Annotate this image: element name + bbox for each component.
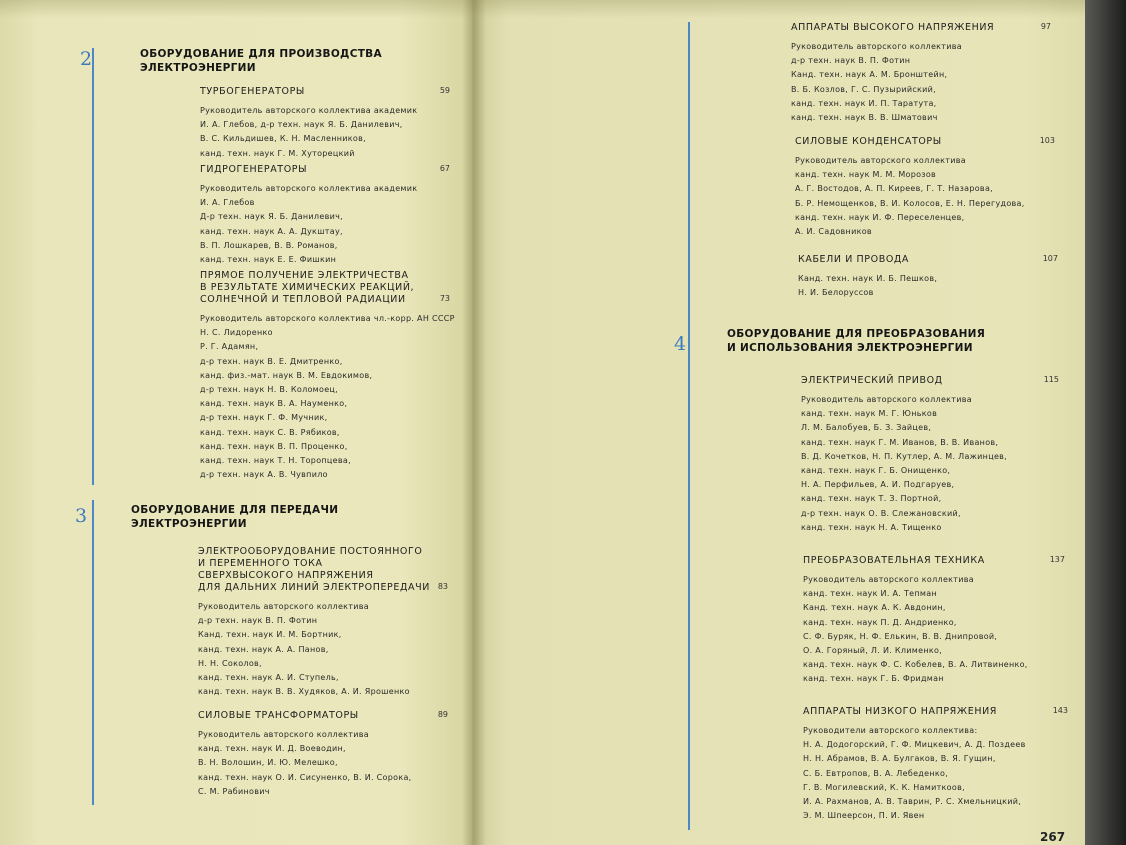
- author-line: канд. техн. наук А. И. Ступель,: [198, 673, 339, 683]
- entry-lv-apparatus: [803, 706, 1068, 823]
- author-line: В. П. Лошкарев, В. В. Романов,: [200, 240, 338, 250]
- author-line: Н. Н. Абрамов, В. А. Булгаков, В. Я. Гущин,: [803, 754, 996, 764]
- entry-page-ref: 59: [439, 86, 450, 95]
- section-2-title: [140, 47, 382, 75]
- author-line: канд. техн. наук Н. А. Тищенко: [801, 522, 942, 532]
- entry-title-line: ЭЛЕКТРИЧЕСКИЙ ПРИВОД: [801, 375, 943, 386]
- author-line: канд. техн. наук И. Ф. Переселенцев,: [795, 212, 965, 222]
- author-line: канд. техн. наук Ф. С. Кобелев, В. А. Литвиненко,: [803, 660, 1028, 670]
- author-line: С. Б. Евтропов, В. А. Лебеденко,: [803, 768, 949, 778]
- right-section-rule: [688, 22, 690, 830]
- entry-title-line: ДЛЯ ДАЛЬНИХ ЛИНИЙ ЭЛЕКТРОПЕРЕДАЧИ: [198, 582, 430, 593]
- author-line: Э. М. Шпеерсон, П. И. Явен: [803, 811, 925, 821]
- entry-cables-wires: [798, 254, 1058, 300]
- entry-title-line: АППАРАТЫ ВЫСОКОГО НАПРЯЖЕНИЯ: [791, 22, 995, 33]
- author-line: Руководитель авторского коллектива чл.-корр. АН СССР: [200, 314, 455, 323]
- entry-page-ref: 143: [1052, 706, 1068, 715]
- author-line: канд. техн. наук В. В. Худяков, А. И. Ярошенко: [198, 687, 410, 697]
- author-line: И. А. Глебов: [200, 198, 255, 208]
- author-line: канд. техн. наук С. В. Рябиков,: [200, 427, 340, 437]
- entry-page-ref: 73: [439, 294, 450, 303]
- author-line: В. Н. Волошин, И. Ю. Мелешко,: [198, 758, 338, 768]
- author-line: Руководитель авторского коллектива академик: [200, 184, 418, 193]
- section-2-number: 2: [80, 48, 93, 70]
- author-line: канд. техн. наук Г. Б. Фридман: [803, 674, 944, 684]
- author-line: канд. техн. наук А. А. Панов,: [198, 644, 329, 654]
- entry-title-line: АППАРАТЫ НИЗКОГО НАПРЯЖЕНИЯ: [803, 706, 997, 717]
- author-line: Руководитель авторского коллектива: [791, 42, 962, 51]
- author-line: канд. техн. наук В. П. Проценко,: [200, 441, 348, 451]
- entry-title-line: СИЛОВЫЕ КОНДЕНСАТОРЫ: [795, 136, 942, 147]
- entry-page-ref: 67: [439, 164, 450, 173]
- entry-title-line: ТУРБОГЕНЕРАТОРЫ: [200, 86, 305, 97]
- entry-title: [803, 555, 1065, 567]
- author-line: канд. техн. наук Г. М. Иванов, В. В. Иванов,: [801, 437, 999, 447]
- author-line: канд. техн. наук Г. Б. Онищенко,: [801, 466, 951, 476]
- section-2-title-line1: ОБОРУДОВАНИЕ ДЛЯ ПРОИЗВОДСТВА: [140, 48, 382, 60]
- page-number: 267: [1040, 830, 1066, 844]
- entry-title-line: СВЕРХВЫСОКОГО НАПРЯЖЕНИЯ: [198, 570, 374, 581]
- author-line: Руководитель авторского коллектива академик: [200, 106, 418, 115]
- author-line: канд. техн. наук И. А. Тепман: [803, 589, 937, 599]
- entry-page-ref: 107: [1042, 254, 1058, 263]
- author-line: А. И. Садовников: [795, 227, 872, 237]
- author-line: Руководители авторского коллектива:: [803, 726, 978, 735]
- author-line: В. Д. Кочетков, Н. П. Кутлер, А. М. Лажинцев,: [801, 451, 1008, 461]
- entry-converter-tech: [803, 555, 1065, 687]
- entry-title: [198, 546, 448, 594]
- entry-title: [795, 136, 1055, 148]
- entry-power-capacitors: [795, 136, 1055, 239]
- author-line: Н. И. Белоруссов: [798, 288, 874, 298]
- page-top-shadow: [0, 0, 1085, 18]
- author-line: В. Б. Козлов, Г. С. Пузырийский,: [791, 84, 936, 94]
- author-line: д-р техн. наук А. В. Чувпило: [200, 470, 328, 480]
- entry-title-line: СОЛНЕЧНОЙ И ТЕПЛОВОЙ РАДИАЦИИ: [200, 294, 406, 305]
- entry-page-ref: 137: [1049, 555, 1065, 564]
- entry-title: [200, 270, 450, 306]
- author-line: Н. Н. Соколов,: [198, 658, 262, 668]
- entry-title-line: ПРЯМОЕ ПОЛУЧЕНИЕ ЭЛЕКТРИЧЕСТВА: [200, 270, 409, 281]
- entry-page-ref: 103: [1039, 136, 1055, 145]
- author-line: д-р техн. наук О. В. Слежановский,: [801, 508, 961, 518]
- entry-title: [200, 164, 450, 176]
- section-3-title-line2: ЭЛЕКТРОЭНЕРГИИ: [131, 518, 247, 530]
- entry-title: [801, 375, 1059, 387]
- author-line: канд. техн. наук Т. Н. Торопцева,: [200, 456, 351, 466]
- entry-title-line: И ПЕРЕМЕННОГО ТОКА: [198, 558, 323, 569]
- background-edge: [1085, 0, 1126, 845]
- section-2-title-line2: ЭЛЕКТРОЭНЕРГИИ: [140, 62, 256, 74]
- author-line: д-р техн. наук В. П. Фотин: [791, 56, 911, 66]
- section-2-rule: [92, 48, 94, 485]
- entry-page-ref: 115: [1043, 375, 1059, 384]
- author-line: И. А. Глебов, д-р техн. наук Я. Б. Данилевич,: [200, 120, 403, 130]
- author-line: Л. М. Балобуев, Б. З. Зайцев,: [801, 423, 932, 433]
- author-line: д-р техн. наук В. Е. Дмитренко,: [200, 356, 343, 366]
- author-line: Руководитель авторского коллектива: [801, 395, 972, 404]
- entry-page-ref: 89: [437, 710, 448, 719]
- entry-hydrogenerators: [200, 164, 450, 267]
- author-line: д-р техн. наук Г. Ф. Мучник,: [200, 413, 328, 423]
- entry-title-line: В РЕЗУЛЬТАТЕ ХИМИЧЕСКИХ РЕАКЦИЙ,: [200, 282, 415, 293]
- section-3-rule: [92, 500, 94, 805]
- author-line: канд. техн. наук М. Г. Юньков: [801, 409, 938, 419]
- author-line: канд. техн. наук В. А. Науменко,: [200, 399, 348, 409]
- author-line: канд. техн. наук И. Д. Воеводин,: [198, 744, 346, 754]
- author-line: И. А. Рахманов, А. В. Таврин, Р. С. Хмельницкий,: [803, 797, 1022, 807]
- author-line: В. С. Кильдишев, К. Н. Масленников,: [200, 134, 366, 144]
- author-line: канд. техн. наук И. П. Таратута,: [791, 98, 937, 108]
- author-line: канд. техн. наук В. В. Шматович: [791, 113, 938, 123]
- entry-title-line: ЭЛЕКТРООБОРУДОВАНИЕ ПОСТОЯННОГО: [198, 546, 423, 557]
- section-3-title: [131, 503, 338, 531]
- book-gutter: [462, 0, 486, 845]
- author-line: Н. С. Лидоренко: [200, 328, 273, 338]
- author-line: канд. техн. наук Г. М. Хуторецкий: [200, 148, 355, 158]
- author-line: канд. техн. наук Т. З. Портной,: [801, 494, 942, 504]
- author-line: Г. В. Могилевский, К. К. Намиткоов,: [803, 782, 965, 792]
- entry-turbogenerators: [200, 86, 450, 161]
- author-line: Руководитель авторского коллектива: [795, 156, 966, 165]
- author-line: Канд. техн. наук А. М. Бронштейн,: [791, 70, 948, 80]
- author-line: Канд. техн. наук И. М. Бортник,: [198, 630, 342, 640]
- author-line: д-р техн. наук Н. В. Коломоец,: [200, 385, 339, 395]
- section-4-title-line1: ОБОРУДОВАНИЕ ДЛЯ ПРЕОБРАЗОВАНИЯ: [727, 328, 986, 340]
- author-line: канд. физ.-мат. наук В. М. Евдокимов,: [200, 370, 373, 380]
- author-line: Н. А. Перфильев, А. И. Подгаруев,: [801, 480, 955, 490]
- author-line: Н. А. Додогорский, Г. Ф. Мицкевич, А. Д. Поздеев: [803, 740, 1026, 750]
- entry-hv-transmission: [198, 546, 448, 699]
- author-line: д-р техн. наук В. П. Фотин: [198, 616, 318, 626]
- author-line: Б. Р. Немощенков, В. И. Колосов, Е. Н. Перегудова,: [795, 198, 1025, 208]
- entry-direct-electricity: [200, 270, 455, 482]
- entry-title-line: КАБЕЛИ И ПРОВОДА: [798, 254, 910, 265]
- entry-title: [200, 86, 450, 98]
- author-line: С. Ф. Буряк, Н. Ф. Елькин, В. В. Днипровой,: [803, 631, 998, 641]
- entry-page-ref: 83: [437, 582, 448, 591]
- entry-title: [798, 254, 1058, 266]
- author-line: канд. техн. наук Е. Е. Фишкин: [200, 255, 337, 265]
- author-line: Р. Г. Адамян,: [200, 342, 259, 352]
- author-line: канд. техн. наук О. И. Сисуненко, В. И. Сорока,: [198, 772, 412, 782]
- author-line: Д-р техн. наук Я. Б. Данилевич,: [200, 212, 343, 222]
- author-line: Канд. техн. наук И. Б. Пешков,: [798, 274, 938, 283]
- author-line: Руководитель авторского коллектива: [198, 602, 369, 611]
- entry-title: [803, 706, 1068, 718]
- entry-title-line: ГИДРОГЕНЕРАТОРЫ: [200, 164, 308, 175]
- section-3-title-line1: ОБОРУДОВАНИЕ ДЛЯ ПЕРЕДАЧИ: [131, 504, 339, 516]
- author-line: Руководитель авторского коллектива: [198, 730, 369, 739]
- author-line: канд. техн. наук П. Д. Андриенко,: [803, 617, 957, 627]
- entry-power-transformers: [198, 710, 448, 799]
- author-line: канд. техн. наук А. А. Дукштау,: [200, 226, 343, 236]
- entry-title: [198, 710, 448, 722]
- author-line: Канд. техн. наук А. К. Авдонин,: [803, 603, 946, 613]
- entry-page-ref: 97: [1040, 22, 1051, 31]
- section-3-number: 3: [75, 505, 88, 527]
- entry-electric-drive: [801, 375, 1059, 535]
- section-4-title: [727, 327, 985, 355]
- entry-title-line: СИЛОВЫЕ ТРАНСФОРМАТОРЫ: [198, 710, 359, 721]
- author-line: А. Г. Востодов, А. П. Киреев, Г. Т. Назарова,: [795, 184, 993, 194]
- section-4-title-line2: И ИСПОЛЬЗОВАНИЯ ЭЛЕКТРОЭНЕРГИИ: [727, 342, 973, 354]
- entry-hv-apparatus: [791, 22, 1051, 125]
- author-line: Руководитель авторского коллектива: [803, 575, 974, 584]
- author-line: О. А. Горяный, Л. И. Клименко,: [803, 646, 943, 656]
- author-line: С. М. Рабинович: [198, 786, 270, 796]
- entry-title: [791, 22, 1051, 34]
- entry-title-line: ПРЕОБРАЗОВАТЕЛЬНАЯ ТЕХНИКА: [803, 555, 985, 566]
- section-4-number: 4: [674, 333, 687, 355]
- author-line: канд. техн. наук М. М. Морозов: [795, 170, 937, 180]
